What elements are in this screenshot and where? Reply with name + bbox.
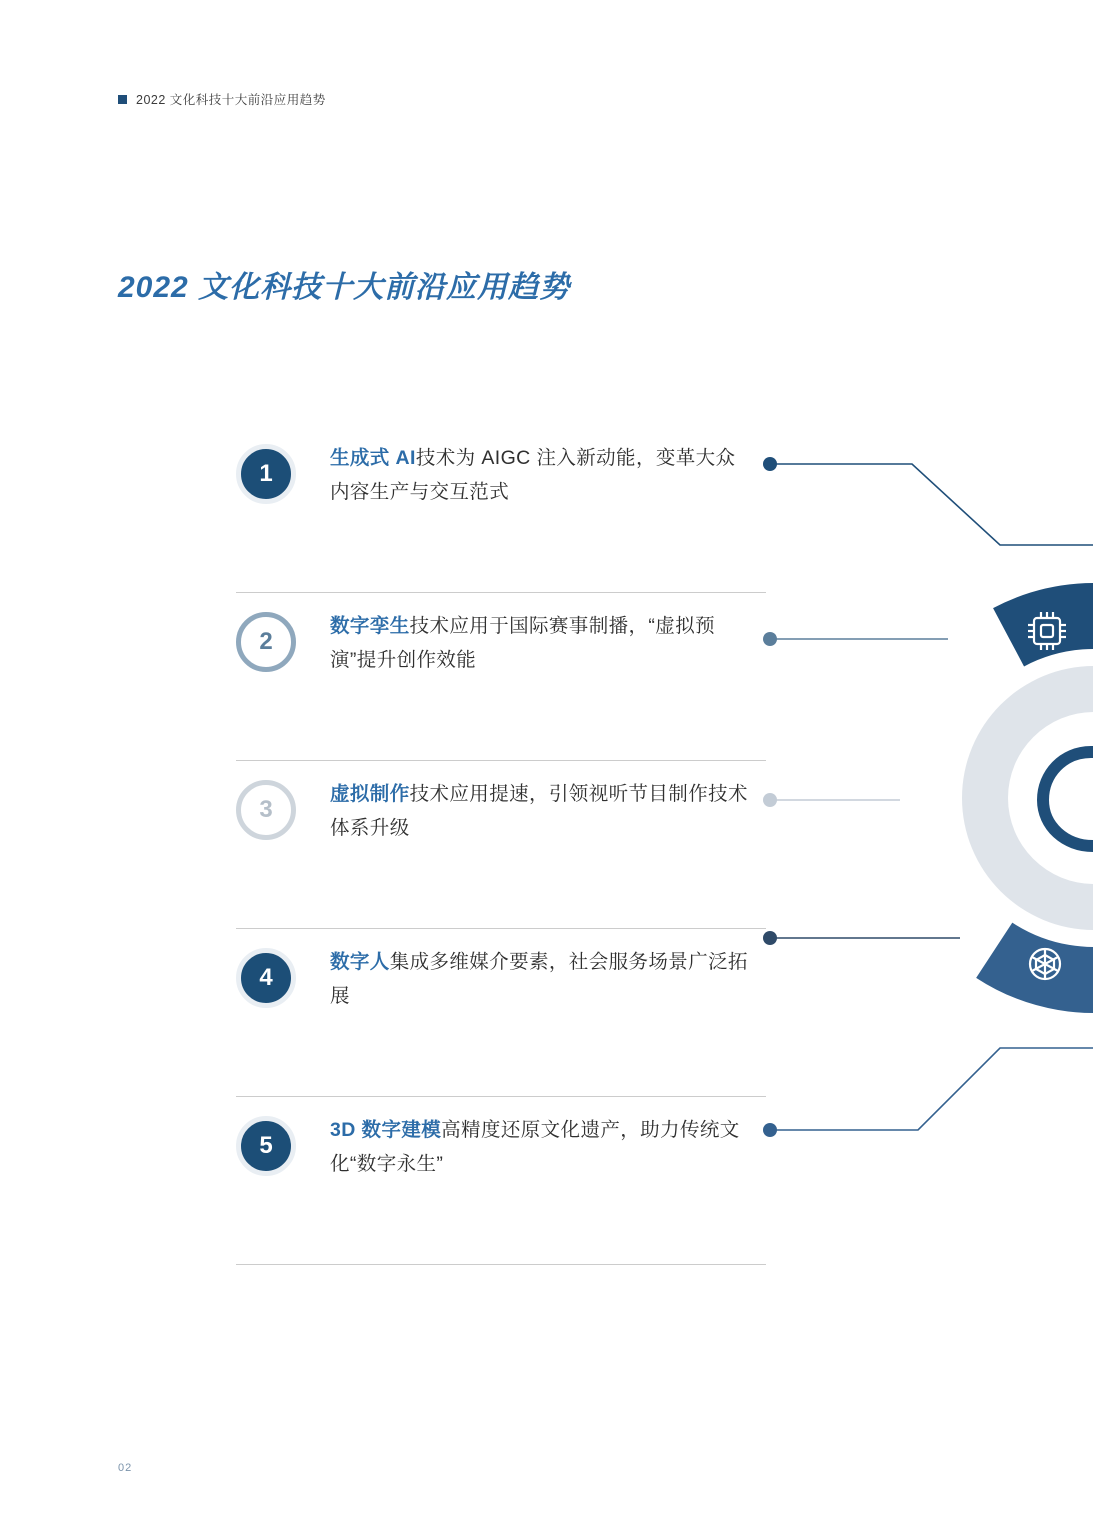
- list-item[interactable]: [236, 593, 766, 761]
- wheel-segment-digital-head: [839, 543, 1093, 1054]
- trend-highlight: 数字孪生: [330, 615, 410, 637]
- trend-rest: 技术应用于国际赛事制播，“虚拟预演”提升创作效能: [330, 615, 716, 672]
- trend-rest: 技术应用提速，引领视听节目制作技术体系升级: [330, 783, 748, 840]
- trend-rest: 集成多维媒介要素，社会服务场景广泛拓展: [330, 951, 748, 1008]
- running-header: [118, 90, 326, 108]
- digital-head-icon: [948, 890, 984, 920]
- wheel-segment-vr: [837, 541, 1093, 1055]
- trend-wheel: [837, 541, 1093, 1055]
- wheel-inner-gap: [952, 656, 1093, 940]
- wheel-segments: [837, 541, 1093, 1055]
- wheel-segment-chip: [848, 552, 1093, 1044]
- trend-highlight: 3D 数字建模: [330, 1119, 442, 1141]
- network-nodes-icon: [949, 681, 983, 708]
- trend-highlight: 虚拟制作: [330, 783, 410, 805]
- trend-number-badge: 1: [236, 444, 296, 504]
- 3d-cube-icon: [1030, 949, 1060, 979]
- trend-number-badge: 2: [236, 612, 296, 672]
- trend-highlight: 数字人: [330, 951, 390, 973]
- trend-number-badge: 5: [236, 1116, 296, 1176]
- list-item[interactable]: [236, 1097, 766, 1265]
- page-title: 2022 文化科技十大前沿应用趋势: [118, 271, 571, 304]
- trend-highlight: 生成式 AI: [330, 447, 416, 469]
- trend-text: [330, 777, 750, 845]
- trend-rest: 技术为 AIGC 注入新动能，变革大众内容生产与交互范式: [330, 447, 736, 504]
- wheel-segment-3d: [873, 577, 1093, 1018]
- wheel-segment-network: [883, 587, 1093, 1009]
- connector-1: [763, 457, 1093, 545]
- trend-rest: 高精度还原文化遗产，助力传统文化“数字永生”: [330, 1119, 740, 1176]
- vr-goggles-icon: [914, 790, 950, 810]
- trend-list: [236, 425, 766, 1265]
- square-bullet-icon: [118, 95, 127, 104]
- trend-number-badge: 4: [236, 948, 296, 1008]
- chip-icon: [1028, 612, 1066, 650]
- connector-2: [763, 632, 948, 646]
- list-item[interactable]: [236, 761, 766, 929]
- connector-4: [763, 931, 960, 945]
- list-item[interactable]: [236, 929, 766, 1097]
- trend-number-badge: 3: [236, 780, 296, 840]
- connector-3: [763, 793, 900, 807]
- connector-5: [763, 1048, 1093, 1137]
- divider: [236, 1264, 766, 1265]
- running-header-text: 2022 文化科技十大前沿应用趋势: [136, 93, 326, 107]
- trend-text: [330, 945, 750, 1013]
- list-item[interactable]: [236, 425, 766, 593]
- trend-text: [330, 1113, 750, 1181]
- droplet-outline-icon: [1043, 752, 1093, 846]
- wheel-hub-disc: [1008, 712, 1093, 884]
- wheel-inner-disc: [962, 666, 1093, 930]
- trend-text: [330, 441, 750, 509]
- page-number: 02: [118, 1462, 133, 1474]
- trend-text: [330, 609, 750, 677]
